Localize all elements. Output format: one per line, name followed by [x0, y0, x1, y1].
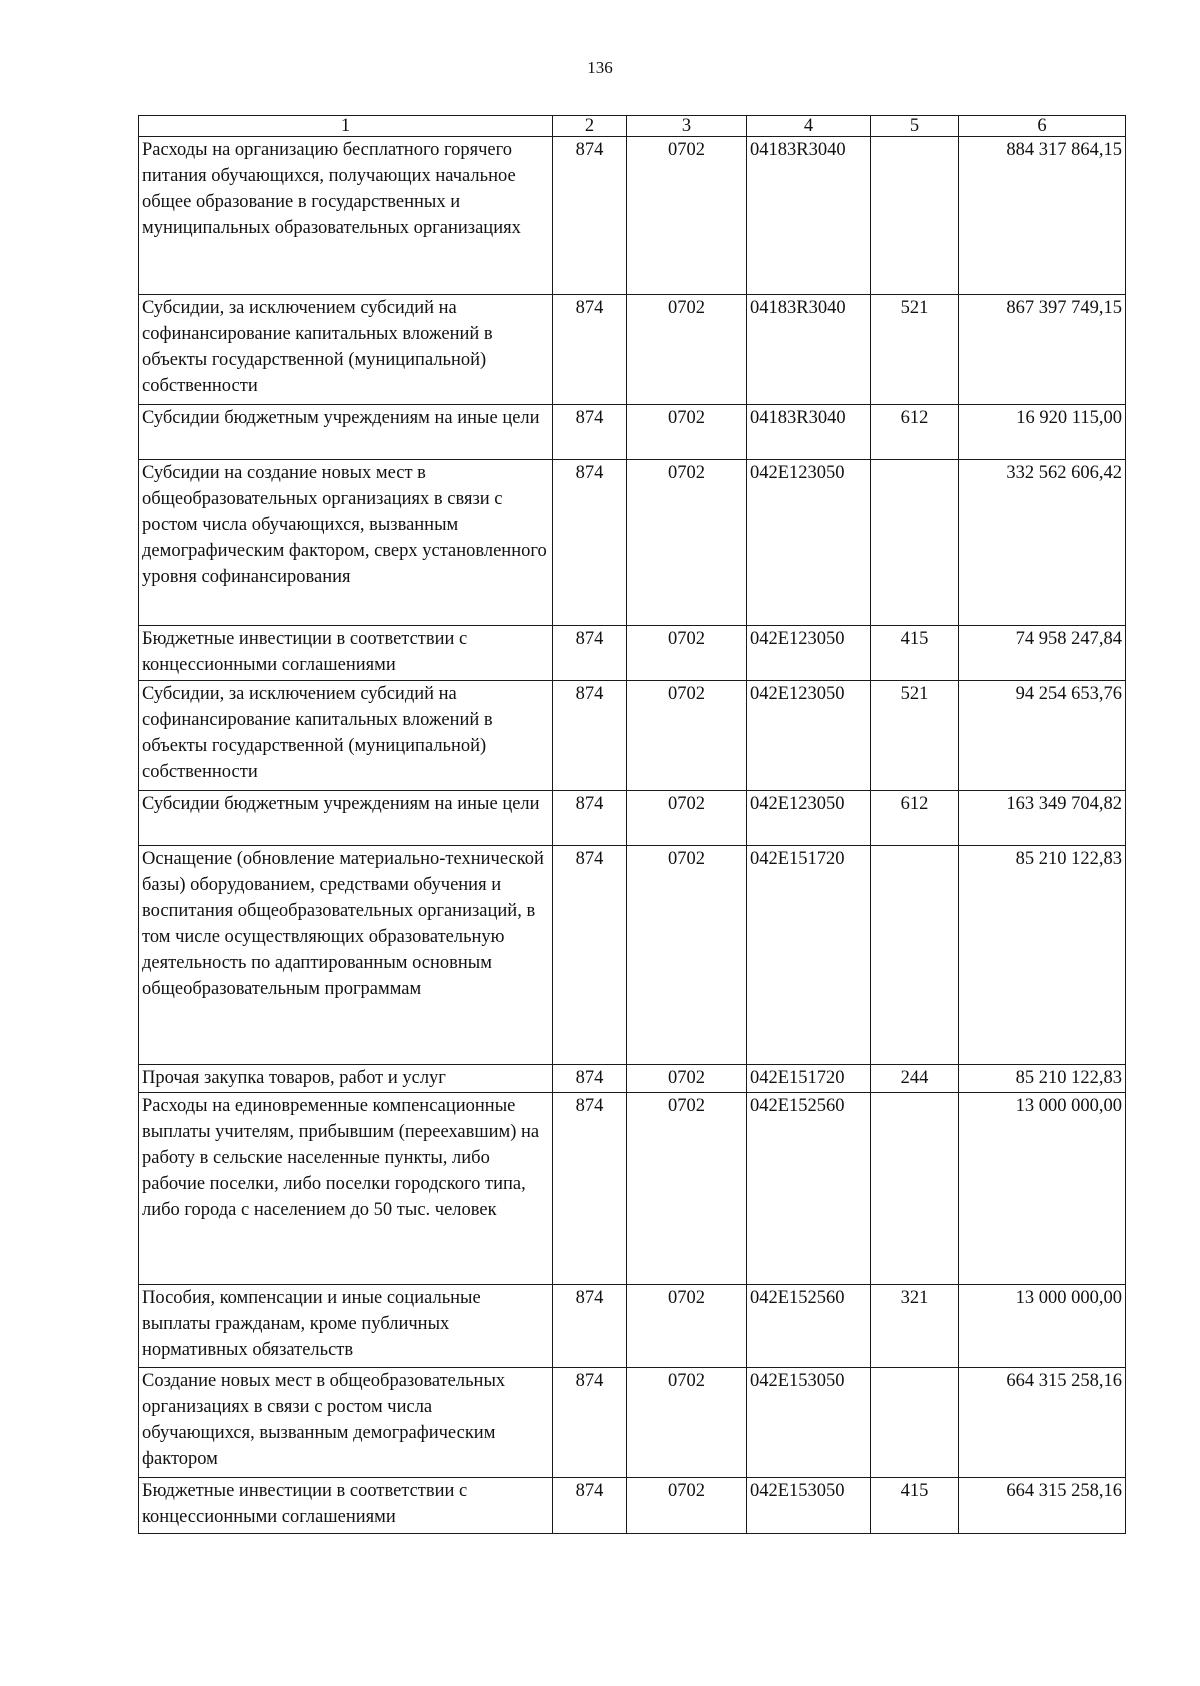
page-number: 136	[587, 58, 613, 77]
row-col-2: 874	[553, 846, 627, 1065]
row-col-5: 521	[871, 295, 959, 405]
row-col-5: 612	[871, 405, 959, 460]
row-col-2: 874	[553, 460, 627, 626]
row-name: Субсидии бюджетным учреждениям на иные цели	[139, 405, 553, 460]
row-col-3: 0702	[627, 137, 747, 295]
table-row	[139, 1368, 1126, 1478]
row-col-2: 874	[553, 137, 627, 295]
row-col-2: 874	[553, 295, 627, 405]
row-col-4: 04183R3040	[747, 295, 871, 405]
row-col-3: 0702	[627, 460, 747, 626]
table-row	[139, 460, 1126, 626]
row-col-6: 664 315 258,16	[959, 1478, 1126, 1534]
row-col-5	[871, 1368, 959, 1478]
row-col-3: 0702	[627, 1368, 747, 1478]
row-col-5: 521	[871, 681, 959, 791]
column-header-3: 3	[627, 116, 747, 137]
row-col-5: 321	[871, 1285, 959, 1368]
row-col-4: 04183R3040	[747, 137, 871, 295]
row-col-4: 042E152560	[747, 1285, 871, 1368]
row-col-5: 612	[871, 791, 959, 846]
row-col-6: 85 210 122,83	[959, 1065, 1126, 1093]
row-col-4: 04183R3040	[747, 405, 871, 460]
row-col-4: 042E123050	[747, 460, 871, 626]
row-name: Субсидии бюджетным учреждениям на иные цели	[139, 791, 553, 846]
row-col-2: 874	[553, 1093, 627, 1285]
column-header-6: 6	[959, 116, 1126, 137]
column-header-4: 4	[747, 116, 871, 137]
row-col-3: 0702	[627, 1478, 747, 1534]
row-col-5	[871, 846, 959, 1065]
row-col-5: 415	[871, 626, 959, 681]
row-col-4: 042E123050	[747, 626, 871, 681]
row-name: Создание новых мест в общеобразовательных организациях в связи с ростом числа обучающихся, вызванным демографическим фактором	[139, 1368, 553, 1478]
row-col-6: 664 315 258,16	[959, 1368, 1126, 1478]
row-col-3: 0702	[627, 681, 747, 791]
table-row	[139, 1065, 1126, 1093]
row-name: Оснащение (обновление материально-технической базы) оборудованием, средствами обучения и воспитания общеобразовательных организаций, в том числе осуществляющих образовательную деятельность по адаптированным основным общеобразовательным программам	[139, 846, 553, 1065]
row-col-5	[871, 460, 959, 626]
row-col-5	[871, 137, 959, 295]
row-name: Бюджетные инвестиции в соответствии с концессионными соглашениями	[139, 1478, 553, 1534]
row-col-3: 0702	[627, 1093, 747, 1285]
row-col-2: 874	[553, 681, 627, 791]
row-col-3: 0702	[627, 1285, 747, 1368]
row-col-6: 85 210 122,83	[959, 846, 1126, 1065]
header-row	[139, 116, 1126, 137]
row-col-6: 163 349 704,82	[959, 791, 1126, 846]
row-name: Расходы на организацию бесплатного горячего питания обучающихся, получающих начальное общее образование в государственных и муниципальных образовательных организациях	[139, 137, 553, 295]
table-row	[139, 681, 1126, 791]
row-col-3: 0702	[627, 791, 747, 846]
row-col-2: 874	[553, 626, 627, 681]
row-name: Бюджетные инвестиции в соответствии с концессионными соглашениями	[139, 626, 553, 681]
row-col-4: 042E151720	[747, 846, 871, 1065]
row-col-6: 332 562 606,42	[959, 460, 1126, 626]
column-header-2: 2	[553, 116, 627, 137]
table-row	[139, 405, 1126, 460]
row-col-4: 042E153050	[747, 1478, 871, 1534]
row-col-5: 415	[871, 1478, 959, 1534]
row-col-2: 874	[553, 1368, 627, 1478]
row-col-4: 042E123050	[747, 791, 871, 846]
row-col-5	[871, 1093, 959, 1285]
table-row	[139, 791, 1126, 846]
row-col-6: 16 920 115,00	[959, 405, 1126, 460]
row-col-6: 884 317 864,15	[959, 137, 1126, 295]
row-name: Прочая закупка товаров, работ и услуг	[139, 1065, 553, 1093]
row-col-2: 874	[553, 405, 627, 460]
row-col-6: 74 958 247,84	[959, 626, 1126, 681]
row-col-3: 0702	[627, 626, 747, 681]
row-name: Субсидии, за исключением субсидий на софинансирование капитальных вложений в объекты государственной (муниципальной) собственности	[139, 295, 553, 405]
row-col-4: 042E151720	[747, 1065, 871, 1093]
row-col-2: 874	[553, 1285, 627, 1368]
row-col-3: 0702	[627, 295, 747, 405]
row-col-2: 874	[553, 791, 627, 846]
row-name: Субсидии на создание новых мест в общеобразовательных организациях в связи с ростом числа обучающихся, вызванным демографическим фактором, сверх установленного уровня софинансирования	[139, 460, 553, 626]
row-col-4: 042E152560	[747, 1093, 871, 1285]
row-col-4: 042E153050	[747, 1368, 871, 1478]
row-col-3: 0702	[627, 1065, 747, 1093]
row-name: Расходы на единовременные компенсационные выплаты учителям, прибывшим (переехавшим) на работу в сельские населенные пункты, либо рабочие поселки, либо поселки городского типа, либо города с населением до 50 тыс. человек	[139, 1093, 553, 1285]
row-col-4: 042E123050	[747, 681, 871, 791]
row-col-5: 244	[871, 1065, 959, 1093]
row-col-3: 0702	[627, 846, 747, 1065]
row-name: Пособия, компенсации и иные социальные выплаты гражданам, кроме публичных нормативных обязательств	[139, 1285, 553, 1368]
table-row	[139, 1478, 1126, 1534]
budget-table	[138, 115, 1126, 1534]
row-col-6: 13 000 000,00	[959, 1093, 1126, 1285]
table-row	[139, 137, 1126, 295]
row-col-3: 0702	[627, 405, 747, 460]
table-row	[139, 626, 1126, 681]
table-row	[139, 846, 1126, 1065]
row-col-2: 874	[553, 1065, 627, 1093]
row-col-6: 13 000 000,00	[959, 1285, 1126, 1368]
row-name: Субсидии, за исключением субсидий на софинансирование капитальных вложений в объекты государственной (муниципальной) собственности	[139, 681, 553, 791]
column-header-1: 1	[139, 116, 553, 137]
table-row	[139, 1285, 1126, 1368]
table-row	[139, 1093, 1126, 1285]
column-header-5: 5	[871, 116, 959, 137]
row-col-6: 94 254 653,76	[959, 681, 1126, 791]
table-row	[139, 295, 1126, 405]
row-col-2: 874	[553, 1478, 627, 1534]
row-col-6: 867 397 749,15	[959, 295, 1126, 405]
